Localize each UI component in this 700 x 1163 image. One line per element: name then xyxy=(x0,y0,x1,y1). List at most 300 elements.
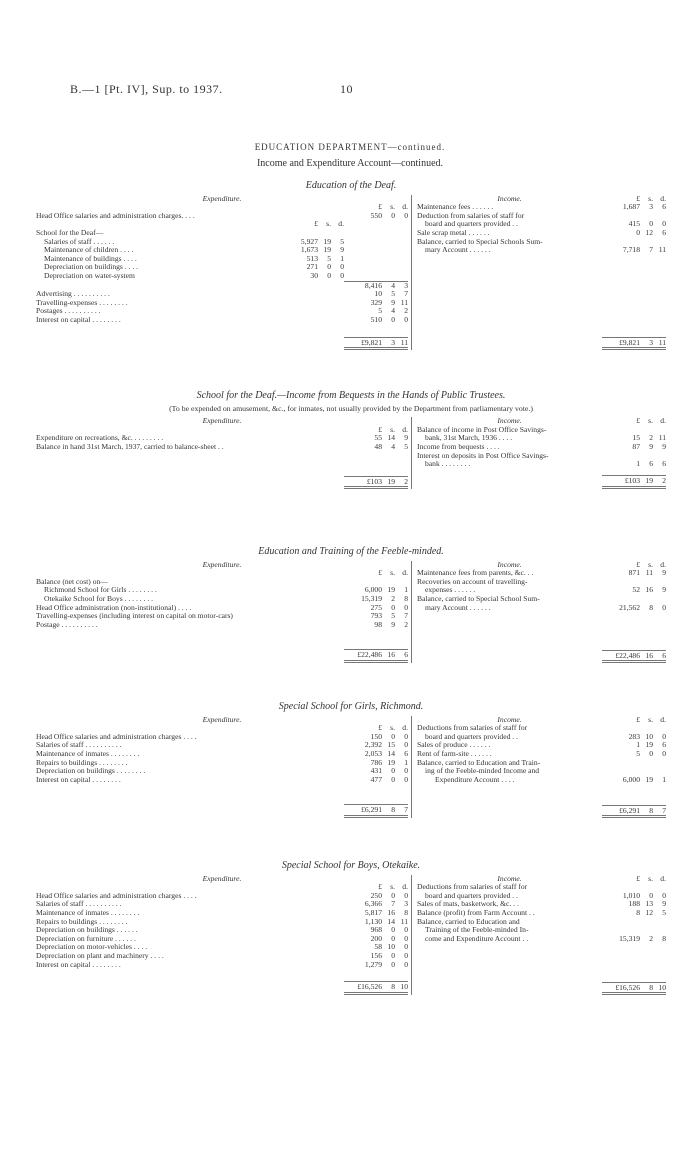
amount-l: 21,562 xyxy=(619,602,640,612)
income-header-row xyxy=(417,875,666,884)
amount-d: 8 xyxy=(662,933,666,943)
income-line xyxy=(417,750,666,759)
amount-d: 0 xyxy=(404,602,408,612)
amount-s: s. xyxy=(648,193,653,203)
spacer xyxy=(36,629,408,643)
income-total xyxy=(602,982,666,996)
account-columns xyxy=(36,417,666,489)
amount-l: 87 xyxy=(632,441,640,451)
line-description: Otekaike School for Boys . . . . . . . . xyxy=(44,594,154,603)
amount-l: £ xyxy=(636,873,640,883)
amount-d: 9 xyxy=(340,245,344,255)
expenditure-total xyxy=(344,476,408,490)
expenditure-heading: Expenditure. xyxy=(202,417,242,426)
amount-s: 19 xyxy=(323,236,331,246)
line-description: Balance (profit) from Farm Account . . xyxy=(417,908,535,917)
amount-d: 0 xyxy=(404,740,408,750)
amount-l: 1,687 xyxy=(622,202,640,212)
expenditure-line xyxy=(36,307,408,316)
line-description: Richmond School for Girls . . . . . . . . xyxy=(44,586,157,595)
amount-d: 9 xyxy=(662,899,666,909)
expenditure-total xyxy=(344,804,408,818)
expenditure-line xyxy=(36,272,408,281)
currency-row xyxy=(36,426,408,435)
amount-l: £9,821 xyxy=(361,337,382,347)
income-line xyxy=(417,229,666,238)
amount-l: 250 xyxy=(370,890,382,900)
income-heading: Income. xyxy=(497,194,522,203)
line-description: Rent of farm-site . . . . . . xyxy=(417,749,492,758)
account-title: Income and Expenditure Account—continued. xyxy=(256,158,444,169)
amount-d: 0 xyxy=(340,270,344,280)
amount-l: £ xyxy=(378,568,382,578)
amount-d: d. xyxy=(402,568,408,578)
income-line xyxy=(417,935,666,944)
income-column xyxy=(412,195,666,351)
amount-s: 14 xyxy=(387,916,395,926)
spacer xyxy=(36,452,408,470)
expenditure-column xyxy=(36,195,412,351)
line-description: Depreciation on buildings . . . . . . . . xyxy=(36,767,146,776)
amount-s: 7 xyxy=(391,899,395,909)
section-title: School for the Deaf.—Income from Bequests in the Hands of Public Trustees. xyxy=(196,390,506,401)
amount-s: 19 xyxy=(387,757,395,767)
line-description: Expenditure Account . . . . xyxy=(435,775,515,784)
amount-s: 0 xyxy=(391,890,395,900)
amount-l: 52 xyxy=(632,585,640,595)
amount-d: 6 xyxy=(662,740,666,750)
amount-d: 3 xyxy=(404,899,408,909)
amount-d: 10 xyxy=(400,982,408,992)
income-line xyxy=(417,452,666,461)
amount-s: 9 xyxy=(391,297,395,307)
amount-d: 0 xyxy=(662,748,666,758)
line-description: Salaries of staff . . . . . . xyxy=(44,237,115,246)
income-line xyxy=(417,426,666,435)
amount-d: 11 xyxy=(400,916,408,926)
expenditure-line xyxy=(36,612,408,621)
amount-d: 2 xyxy=(404,306,408,316)
amount-s: 16 xyxy=(645,650,653,660)
total-amount xyxy=(344,776,408,785)
line-description: board and quarters provided . . xyxy=(425,891,518,900)
amount-l: 5 xyxy=(378,306,382,316)
income-total-row xyxy=(417,976,666,996)
line-description: Maintenance of buildings . . . . xyxy=(44,254,137,263)
amount-d: 5 xyxy=(662,907,666,917)
amount-s: 0 xyxy=(649,890,653,900)
currency-row xyxy=(36,569,408,578)
account-section xyxy=(36,703,666,818)
amount-l: 271 xyxy=(306,262,318,272)
income-line xyxy=(417,569,666,578)
amount-s: 2 xyxy=(649,933,653,943)
expenditure-line xyxy=(36,238,408,247)
amount-l: 477 xyxy=(370,774,382,784)
amount-d: 6 xyxy=(662,227,666,237)
income-amount xyxy=(602,586,666,595)
income-amount xyxy=(602,733,666,742)
line-description: ing of the Feeble-minded Income and xyxy=(425,767,540,776)
amount-d: 7 xyxy=(662,805,666,815)
currency-header xyxy=(344,569,408,578)
amount-l: 6,366 xyxy=(364,899,382,909)
amount-l: £22,486 xyxy=(357,650,382,660)
amount-d: 11 xyxy=(658,245,666,255)
amount-d: 0 xyxy=(662,602,666,612)
expenditure-total-row xyxy=(36,643,408,663)
income-line xyxy=(417,203,666,212)
amount-l: 510 xyxy=(370,314,382,324)
amount-d: d. xyxy=(660,873,666,883)
currency-header xyxy=(602,417,666,426)
amount-d: 9 xyxy=(404,433,408,443)
line-description: Sale scrap metal . . . . . . xyxy=(417,228,490,237)
account-section xyxy=(36,548,666,663)
amount-l: £ xyxy=(378,202,382,212)
amount-s: 0 xyxy=(391,602,395,612)
amount-s: 4 xyxy=(391,280,395,290)
amount-d: 7 xyxy=(404,289,408,299)
amount-s: 0 xyxy=(649,748,653,758)
expenditure-header-row xyxy=(36,417,408,426)
amount-s: 0 xyxy=(391,933,395,943)
expenditure-total xyxy=(344,649,408,663)
amount-s: 0 xyxy=(391,959,395,969)
amount-l: 793 xyxy=(370,611,382,621)
amount-l: 786 xyxy=(370,757,382,767)
department-title: EDUCATION DEPARTMENT—continued. xyxy=(254,142,446,152)
section-title: Education of the Deaf. xyxy=(305,180,397,191)
amount-s: 14 xyxy=(387,748,395,758)
amount-l: 8 xyxy=(636,907,640,917)
amount-l: 0 xyxy=(636,227,640,237)
total-amount xyxy=(344,299,408,308)
expenditure-header-row xyxy=(36,195,408,204)
header-reference: B.—1 [Pt. IV], Sup. to 1937. xyxy=(70,82,223,96)
currency-row xyxy=(36,883,408,892)
line-description: Balance, carried to Education and Train- xyxy=(417,758,541,767)
expenditure-line xyxy=(36,918,408,927)
amount-l: 8,416 xyxy=(364,280,382,290)
currency-header xyxy=(602,716,666,725)
amount-l: 871 xyxy=(628,568,640,578)
amount-l: 415 xyxy=(628,219,640,229)
amount-d: 11 xyxy=(400,337,408,347)
amount-l: 1,279 xyxy=(364,959,382,969)
income-line xyxy=(417,460,666,469)
amount-s: 3 xyxy=(649,202,653,212)
expenditure-line xyxy=(36,750,408,759)
line-description: Maintenance fees from parents, &c. . . xyxy=(417,569,534,578)
expenditure-line xyxy=(36,892,408,901)
expenditure-line xyxy=(36,212,408,221)
expenditure-line xyxy=(36,759,408,768)
amount-d: 0 xyxy=(662,731,666,741)
expenditure-line xyxy=(36,263,408,272)
total-amount xyxy=(344,961,408,970)
amount-s: 19 xyxy=(387,585,395,595)
amount-l: 5,817 xyxy=(364,907,382,917)
income-amount xyxy=(602,220,666,229)
expenditure-column xyxy=(36,561,412,663)
account-section xyxy=(36,182,666,350)
amount-s: 19 xyxy=(645,774,653,784)
amount-l: 968 xyxy=(370,925,382,935)
amount-l: £ xyxy=(636,714,640,724)
expenditure-column xyxy=(36,875,412,995)
line-description: Balance in hand 31st March, 1937, carried to balance-sheet . . xyxy=(36,442,224,451)
expenditure-total-row xyxy=(36,331,408,351)
account-columns xyxy=(36,195,666,351)
line-description: Sales of produce . . . . . . xyxy=(417,741,491,750)
amount-d: 0 xyxy=(404,950,408,960)
income-line xyxy=(417,578,666,587)
amount-d: d. xyxy=(660,416,666,426)
income-total-row xyxy=(417,331,666,351)
line-description: Depreciation on water-system xyxy=(44,271,135,280)
section-title: Special School for Girls, Richmond. xyxy=(278,701,424,712)
amount-l: £16,526 xyxy=(615,982,640,992)
amount-s: 8 xyxy=(649,982,653,992)
amount-s: 3 xyxy=(649,337,653,347)
income-line xyxy=(417,909,666,918)
line-description: Interest on deposits in Post Office Savings- xyxy=(417,451,549,460)
amount-s: 4 xyxy=(391,441,395,451)
line-description: Salaries of staff . . . . . . . . . . xyxy=(36,741,122,750)
line-description: Interest on capital . . . . . . . . xyxy=(36,315,121,324)
line-description: Depreciation on furniture . . . . . . xyxy=(36,934,136,943)
expenditure-header-row xyxy=(36,561,408,570)
amount-l: £103 xyxy=(366,476,382,486)
line-description: Recoveries on account of travelling- xyxy=(417,577,528,586)
line-description: Expenditure on recreations, &c. . . . . . . . . xyxy=(36,434,164,443)
expenditure-line xyxy=(36,290,408,299)
income-line xyxy=(417,759,666,768)
running-header xyxy=(70,82,353,97)
amount-l: 200 xyxy=(370,933,382,943)
expenditure-column xyxy=(36,716,412,818)
amount-d: 8 xyxy=(404,593,408,603)
amount-s: 8 xyxy=(649,805,653,815)
amount-l: £ xyxy=(378,882,382,892)
line-description: Repairs to buildings . . . . . . . . xyxy=(36,758,128,767)
amount-d: 5 xyxy=(404,441,408,451)
expenditure-line xyxy=(36,935,408,944)
income-amount xyxy=(602,246,666,255)
income-column xyxy=(412,561,666,663)
amount-d: 6 xyxy=(662,650,666,660)
income-amount xyxy=(602,443,666,452)
amount-d: 0 xyxy=(404,890,408,900)
amount-s: s. xyxy=(648,416,653,426)
expenditure-total-row xyxy=(36,470,408,490)
expenditure-heading: Expenditure. xyxy=(202,715,242,724)
amount-s: s. xyxy=(648,714,653,724)
amount-s: s. xyxy=(390,882,395,892)
amount-s: 0 xyxy=(391,950,395,960)
amount-d: 0 xyxy=(404,959,408,969)
expenditure-line xyxy=(36,246,408,255)
income-total xyxy=(602,475,666,489)
expenditure-line xyxy=(36,926,408,935)
expenditure-line xyxy=(36,741,408,750)
amount-s: s. xyxy=(390,723,395,733)
line-description: Advertising . . . . . . . . . . xyxy=(36,290,110,299)
line-description: Head Office salaries and administration charges. . . . xyxy=(36,211,195,220)
amount-l: 15,319 xyxy=(361,593,382,603)
income-column xyxy=(412,716,666,818)
amount-s: 16 xyxy=(387,907,395,917)
amount-s: 2 xyxy=(649,433,653,443)
line-description: Head Office salaries and administration charges . . . . xyxy=(36,891,197,900)
amount-l: 1,130 xyxy=(364,916,382,926)
amount-s: 7 xyxy=(649,245,653,255)
line-description: Interest on capital . . . . . . . . xyxy=(36,960,121,969)
amount-l: 6,000 xyxy=(364,585,382,595)
amount-d: 9 xyxy=(662,568,666,578)
line-description: Travelling-expenses (including interest on capital on motor-cars) xyxy=(36,612,233,621)
line-description: expenses . . . . . . xyxy=(425,586,476,595)
expenditure-line xyxy=(36,733,408,742)
line-description: Maintenance fees . . . . . . xyxy=(417,203,494,212)
line-description: Balance (net cost) on— xyxy=(36,577,108,586)
amount-l: 1 xyxy=(636,459,640,469)
currency-row xyxy=(36,724,408,733)
amount-l: £6,291 xyxy=(619,805,640,815)
expenditure-column xyxy=(36,417,412,489)
amount-d: 11 xyxy=(658,433,666,443)
line-description: Deduction from salaries of staff for xyxy=(417,211,525,220)
line-description: Travelling-expenses . . . . . . . . xyxy=(36,298,128,307)
income-total xyxy=(602,650,666,664)
amount-s: 0 xyxy=(649,219,653,229)
income-line xyxy=(417,443,666,452)
amount-d: 0 xyxy=(662,890,666,900)
amount-d: d. xyxy=(660,714,666,724)
amount-s: 13 xyxy=(645,899,653,909)
income-amount xyxy=(602,604,666,613)
amount-l: 513 xyxy=(306,253,318,263)
amount-l: 2,053 xyxy=(364,748,382,758)
amount-l: £103 xyxy=(624,476,640,486)
amount-s: s. xyxy=(326,219,331,229)
account-section xyxy=(36,392,666,489)
line-description: board and quarters provided . . xyxy=(425,220,518,229)
income-header-row xyxy=(417,716,666,725)
amount-l: 7,718 xyxy=(622,245,640,255)
line-description: Postages . . . . . . . . . . xyxy=(36,307,101,316)
amount-s: 0 xyxy=(391,731,395,741)
expenditure-total xyxy=(344,337,408,351)
line-description: School for the Deaf— xyxy=(36,228,104,237)
income-line xyxy=(417,434,666,443)
amount-l: £ xyxy=(636,416,640,426)
amount-s: 0 xyxy=(391,925,395,935)
currency-row xyxy=(36,220,408,229)
total-amount xyxy=(344,316,408,325)
amount-l: 58 xyxy=(374,942,382,952)
amount-l: £ xyxy=(636,559,640,569)
amount-l: 1,010 xyxy=(622,890,640,900)
amount-d: 10 xyxy=(658,982,666,992)
income-total-row xyxy=(417,799,666,819)
line-description: mary Account . . . . . . xyxy=(425,246,491,255)
amount-s: 11 xyxy=(645,568,653,578)
amount-d: d. xyxy=(402,424,408,434)
expenditure-line xyxy=(36,621,408,630)
amount-d: 6 xyxy=(662,459,666,469)
amount-d: 2 xyxy=(662,476,666,486)
amount-d: 0 xyxy=(404,774,408,784)
expenditure-heading: Expenditure. xyxy=(202,874,242,883)
amount-d: d. xyxy=(660,193,666,203)
amount-l: 5,927 xyxy=(300,236,318,246)
amount-d: 6 xyxy=(662,202,666,212)
account-columns xyxy=(36,875,666,995)
income-amount xyxy=(602,776,666,785)
amount-s: 15 xyxy=(387,740,395,750)
amount-s: 5 xyxy=(391,289,395,299)
amount-d: d. xyxy=(402,882,408,892)
amount-l: £ xyxy=(378,424,382,434)
amount-d: 3 xyxy=(404,280,408,290)
amount-l: 1,673 xyxy=(300,245,318,255)
amount-s: 8 xyxy=(649,602,653,612)
expenditure-header-row xyxy=(36,875,408,884)
amount-s: 8 xyxy=(391,805,395,815)
income-amount xyxy=(602,750,666,759)
amount-s: 5 xyxy=(391,611,395,621)
section-title: Education and Training of the Feeble-minded. xyxy=(258,546,444,557)
amount-l: 48 xyxy=(374,441,382,451)
amount-l: 15 xyxy=(632,433,640,443)
line-description: board and quarters provided . . xyxy=(425,732,518,741)
income-line xyxy=(417,733,666,742)
amount-l: 150 xyxy=(370,731,382,741)
amount-l: £ xyxy=(636,193,640,203)
currency-header xyxy=(602,875,666,884)
amount-d: 0 xyxy=(404,314,408,324)
income-column xyxy=(412,875,666,995)
income-line xyxy=(417,246,666,255)
income-amount xyxy=(602,460,666,469)
amount-d: d. xyxy=(338,219,344,229)
amount-l: 30 xyxy=(310,270,318,280)
amount-d: 7 xyxy=(404,611,408,621)
amount-l: £9,821 xyxy=(619,337,640,347)
income-amount xyxy=(602,935,666,944)
line-description: Interest on capital . . . . . . . . xyxy=(36,775,121,784)
amount-s: 16 xyxy=(645,585,653,595)
amount-s: 5 xyxy=(327,253,331,263)
amount-l: £ xyxy=(378,723,382,733)
amount-l: 10 xyxy=(374,289,382,299)
expenditure-line xyxy=(36,255,408,264)
amount-s: 19 xyxy=(387,476,395,486)
income-total xyxy=(602,805,666,819)
expenditure-total-row xyxy=(36,798,408,818)
currency-row xyxy=(36,203,408,212)
amount-s: 10 xyxy=(387,942,395,952)
amount-s: s. xyxy=(390,202,395,212)
amount-d: 9 xyxy=(662,441,666,451)
amount-s: 9 xyxy=(391,619,395,629)
amount-l: 15,319 xyxy=(619,933,640,943)
line-description: Training of the Feeble-minded In- xyxy=(425,926,529,935)
expenditure-line xyxy=(36,900,408,909)
amount-s: 0 xyxy=(391,314,395,324)
